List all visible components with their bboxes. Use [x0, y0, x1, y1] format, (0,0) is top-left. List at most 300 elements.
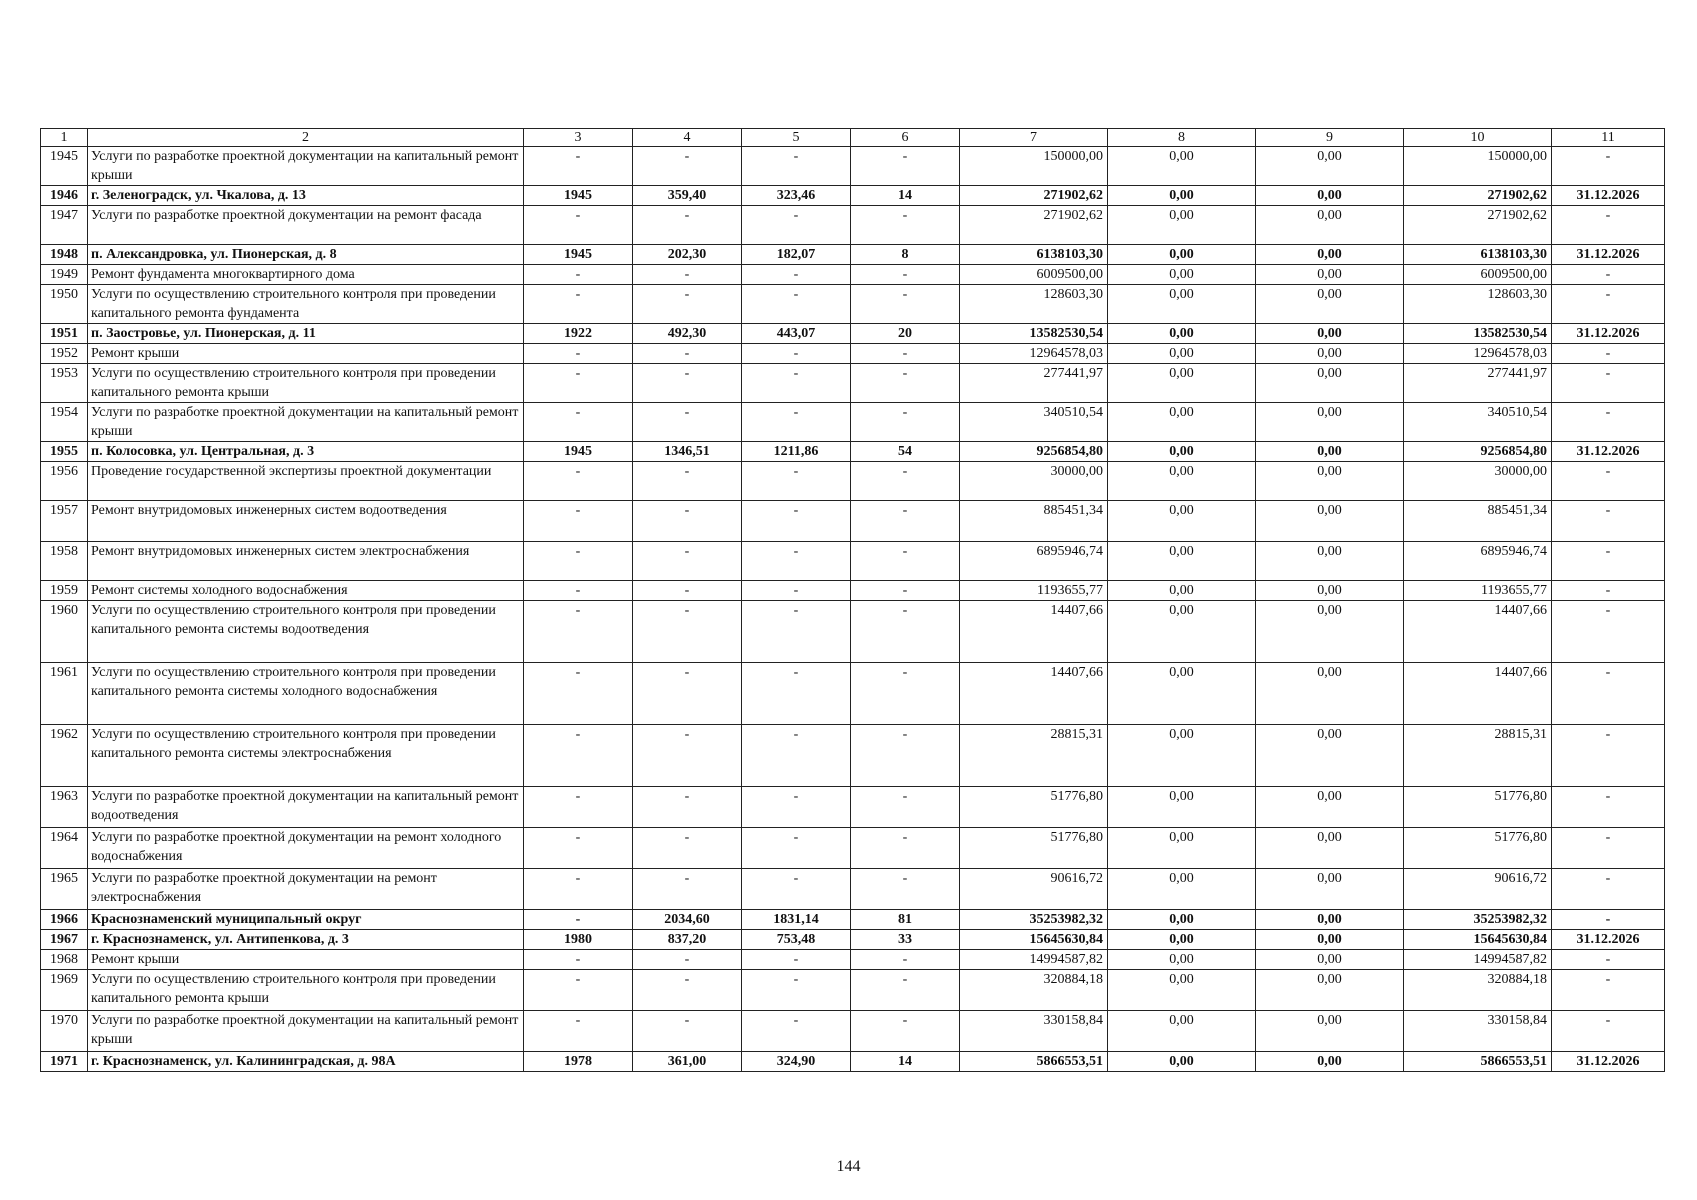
table-row	[41, 344, 1665, 364]
cell-residents: 54	[851, 442, 960, 462]
cell-total-area: -	[633, 364, 742, 403]
cell-completion-date: -	[1552, 403, 1665, 442]
cell-completion-date: -	[1552, 828, 1665, 869]
cell-owners-cost: 51776,80	[1404, 787, 1552, 828]
cell-other-cost: 0,00	[1256, 950, 1404, 970]
page-number: 144	[836, 1158, 861, 1175]
cell-total-cost: 277441,97	[960, 364, 1108, 403]
cell-residents: -	[851, 285, 960, 324]
cell-completion-date: -	[1552, 344, 1665, 364]
cell-living-area: -	[742, 501, 851, 542]
cell-fund-cost: 0,00	[1108, 663, 1256, 725]
cell-living-area: 443,07	[742, 324, 851, 344]
column-header-total-cost: 7	[960, 129, 1108, 147]
cell-living-area: -	[742, 1011, 851, 1052]
cell-living-area: -	[742, 344, 851, 364]
cell-residents: -	[851, 364, 960, 403]
cell-other-cost: 0,00	[1256, 324, 1404, 344]
table-row	[41, 725, 1665, 787]
cell-total-cost: 271902,62	[960, 206, 1108, 245]
cell-description: Услуги по осуществлению строительного контроля при проведении капитального ремонта системы водоотведения	[88, 601, 524, 663]
cell-living-area: -	[742, 581, 851, 601]
cell-living-area: -	[742, 970, 851, 1011]
cell-completion-date: -	[1552, 206, 1665, 245]
cell-total-cost: 28815,31	[960, 725, 1108, 787]
cell-living-area: 1211,86	[742, 442, 851, 462]
cell-total-cost: 90616,72	[960, 869, 1108, 910]
table-row	[41, 442, 1665, 462]
table-row	[41, 910, 1665, 930]
table-row	[41, 186, 1665, 206]
cell-residents: -	[851, 601, 960, 663]
cell-completion-date: -	[1552, 601, 1665, 663]
cell-year-built: -	[524, 663, 633, 725]
cell-total-area: -	[633, 542, 742, 581]
cell-fund-cost: 0,00	[1108, 403, 1256, 442]
cell-fund-cost: 0,00	[1108, 601, 1256, 663]
cell-completion-date: -	[1552, 581, 1665, 601]
cell-owners-cost: 6895946,74	[1404, 542, 1552, 581]
cell-fund-cost: 0,00	[1108, 206, 1256, 245]
cell-year-built: 1945	[524, 186, 633, 206]
cell-fund-cost: 0,00	[1108, 324, 1256, 344]
cell-living-area: -	[742, 663, 851, 725]
cell-total-cost: 6895946,74	[960, 542, 1108, 581]
cell-row-number: 1966	[41, 910, 88, 930]
cell-total-cost: 14407,66	[960, 601, 1108, 663]
cell-other-cost: 0,00	[1256, 787, 1404, 828]
cell-total-area: -	[633, 869, 742, 910]
table-row	[41, 1052, 1665, 1072]
cell-residents: -	[851, 1011, 960, 1052]
cell-fund-cost: 0,00	[1108, 245, 1256, 265]
cell-description: Услуги по осуществлению строительного контроля при проведении капитального ремонта крыши	[88, 364, 524, 403]
cell-completion-date: -	[1552, 364, 1665, 403]
cell-total-area: 837,20	[633, 930, 742, 950]
cell-owners-cost: 14407,66	[1404, 663, 1552, 725]
table-row	[41, 364, 1665, 403]
cell-description: Ремонт фундамента многоквартирного дома	[88, 265, 524, 285]
column-header-other-cost: 9	[1256, 129, 1404, 147]
cell-total-cost: 340510,54	[960, 403, 1108, 442]
cell-fund-cost: 0,00	[1108, 364, 1256, 403]
cell-owners-cost: 51776,80	[1404, 828, 1552, 869]
table-row	[41, 285, 1665, 324]
cell-description: Услуги по разработке проектной документации на ремонт электроснабжения	[88, 869, 524, 910]
cell-completion-date: -	[1552, 1011, 1665, 1052]
table-row	[41, 930, 1665, 950]
cell-year-built: 1945	[524, 442, 633, 462]
cell-completion-date: -	[1552, 501, 1665, 542]
cell-year-built: 1978	[524, 1052, 633, 1072]
table-row	[41, 787, 1665, 828]
cell-other-cost: 0,00	[1256, 601, 1404, 663]
cell-residents: -	[851, 950, 960, 970]
cell-row-number: 1949	[41, 265, 88, 285]
cell-row-number: 1965	[41, 869, 88, 910]
cell-completion-date: -	[1552, 285, 1665, 324]
cell-description: Услуги по осуществлению строительного контроля при проведении капитального ремонта крыши	[88, 970, 524, 1011]
cell-row-number: 1950	[41, 285, 88, 324]
cell-total-cost: 51776,80	[960, 787, 1108, 828]
cell-owners-cost: 14994587,82	[1404, 950, 1552, 970]
column-header-total-area: 4	[633, 129, 742, 147]
cell-living-area: -	[742, 869, 851, 910]
cell-owners-cost: 340510,54	[1404, 403, 1552, 442]
cell-fund-cost: 0,00	[1108, 344, 1256, 364]
column-header-row-number: 1	[41, 129, 88, 147]
cell-row-number: 1957	[41, 501, 88, 542]
cell-completion-date: 31.12.2026	[1552, 186, 1665, 206]
cell-total-cost: 15645630,84	[960, 930, 1108, 950]
cell-owners-cost: 15645630,84	[1404, 930, 1552, 950]
table-row	[41, 245, 1665, 265]
cell-other-cost: 0,00	[1256, 265, 1404, 285]
table-row	[41, 950, 1665, 970]
cell-row-number: 1961	[41, 663, 88, 725]
cell-total-cost: 13582530,54	[960, 324, 1108, 344]
cell-total-area: -	[633, 344, 742, 364]
cell-total-cost: 51776,80	[960, 828, 1108, 869]
cell-total-area: 2034,60	[633, 910, 742, 930]
cell-owners-cost: 6009500,00	[1404, 265, 1552, 285]
cell-living-area: -	[742, 601, 851, 663]
cell-year-built: -	[524, 344, 633, 364]
cell-total-cost: 5866553,51	[960, 1052, 1108, 1072]
cell-residents: -	[851, 501, 960, 542]
cell-total-area: -	[633, 501, 742, 542]
cell-row-number: 1952	[41, 344, 88, 364]
cell-fund-cost: 0,00	[1108, 869, 1256, 910]
cell-row-number: 1967	[41, 930, 88, 950]
cell-fund-cost: 0,00	[1108, 950, 1256, 970]
cell-other-cost: 0,00	[1256, 542, 1404, 581]
cell-total-area: 492,30	[633, 324, 742, 344]
cell-other-cost: 0,00	[1256, 206, 1404, 245]
cell-living-area: -	[742, 206, 851, 245]
cell-residents: 20	[851, 324, 960, 344]
cell-other-cost: 0,00	[1256, 462, 1404, 501]
cell-living-area: -	[742, 403, 851, 442]
cell-fund-cost: 0,00	[1108, 542, 1256, 581]
cell-owners-cost: 1193655,77	[1404, 581, 1552, 601]
cell-year-built: -	[524, 970, 633, 1011]
cell-other-cost: 0,00	[1256, 364, 1404, 403]
table-row	[41, 501, 1665, 542]
cell-year-built: -	[524, 910, 633, 930]
cell-fund-cost: 0,00	[1108, 970, 1256, 1011]
cell-completion-date: -	[1552, 265, 1665, 285]
cell-year-built: -	[524, 265, 633, 285]
cell-year-built: -	[524, 1011, 633, 1052]
cell-completion-date: -	[1552, 542, 1665, 581]
cell-total-cost: 271902,62	[960, 186, 1108, 206]
table-row	[41, 1011, 1665, 1052]
cell-residents: -	[851, 663, 960, 725]
cell-living-area: -	[742, 462, 851, 501]
cell-fund-cost: 0,00	[1108, 930, 1256, 950]
cell-row-number: 1962	[41, 725, 88, 787]
cell-description: Услуги по осуществлению строительного контроля при проведении капитального ремонта системы холодного водоснабжения	[88, 663, 524, 725]
column-header-living-area: 5	[742, 129, 851, 147]
cell-total-area: -	[633, 265, 742, 285]
cell-year-built: -	[524, 950, 633, 970]
cell-total-area: -	[633, 725, 742, 787]
cell-residents: -	[851, 970, 960, 1011]
column-header-description: 2	[88, 129, 524, 147]
cell-description: Ремонт системы холодного водоснабжения	[88, 581, 524, 601]
cell-total-area: -	[633, 663, 742, 725]
cell-fund-cost: 0,00	[1108, 910, 1256, 930]
cell-residents: -	[851, 581, 960, 601]
table-row	[41, 869, 1665, 910]
table-row	[41, 601, 1665, 663]
capital-repair-table	[40, 128, 1665, 1072]
cell-total-cost: 330158,84	[960, 1011, 1108, 1052]
cell-residents: 14	[851, 1052, 960, 1072]
cell-total-area: -	[633, 206, 742, 245]
table-row	[41, 462, 1665, 501]
cell-year-built: -	[524, 869, 633, 910]
cell-completion-date: -	[1552, 950, 1665, 970]
cell-description: г. Зеленоградск, ул. Чкалова, д. 13	[88, 186, 524, 206]
cell-owners-cost: 320884,18	[1404, 970, 1552, 1011]
cell-fund-cost: 0,00	[1108, 1011, 1256, 1052]
cell-other-cost: 0,00	[1256, 1011, 1404, 1052]
cell-other-cost: 0,00	[1256, 501, 1404, 542]
cell-owners-cost: 150000,00	[1404, 147, 1552, 186]
cell-total-cost: 128603,30	[960, 285, 1108, 324]
column-header-owners-cost: 10	[1404, 129, 1552, 147]
cell-owners-cost: 885451,34	[1404, 501, 1552, 542]
cell-row-number: 1948	[41, 245, 88, 265]
cell-total-cost: 320884,18	[960, 970, 1108, 1011]
cell-total-cost: 14407,66	[960, 663, 1108, 725]
cell-year-built: 1922	[524, 324, 633, 344]
cell-owners-cost: 30000,00	[1404, 462, 1552, 501]
cell-other-cost: 0,00	[1256, 1052, 1404, 1072]
cell-total-cost: 14994587,82	[960, 950, 1108, 970]
cell-living-area: -	[742, 725, 851, 787]
cell-fund-cost: 0,00	[1108, 265, 1256, 285]
cell-fund-cost: 0,00	[1108, 828, 1256, 869]
cell-other-cost: 0,00	[1256, 403, 1404, 442]
cell-total-area: -	[633, 950, 742, 970]
cell-year-built: -	[524, 403, 633, 442]
cell-total-cost: 6009500,00	[960, 265, 1108, 285]
cell-row-number: 1953	[41, 364, 88, 403]
cell-year-built: -	[524, 542, 633, 581]
cell-year-built: -	[524, 828, 633, 869]
table-row	[41, 324, 1665, 344]
cell-fund-cost: 0,00	[1108, 186, 1256, 206]
cell-total-area: -	[633, 787, 742, 828]
cell-total-cost: 150000,00	[960, 147, 1108, 186]
cell-description: Ремонт крыши	[88, 344, 524, 364]
cell-year-built: -	[524, 462, 633, 501]
cell-year-built: -	[524, 206, 633, 245]
cell-living-area: -	[742, 950, 851, 970]
cell-owners-cost: 9256854,80	[1404, 442, 1552, 462]
cell-description: г. Краснознаменск, ул. Антипенкова, д. 3	[88, 930, 524, 950]
cell-year-built: -	[524, 725, 633, 787]
cell-fund-cost: 0,00	[1108, 1052, 1256, 1072]
cell-living-area: 182,07	[742, 245, 851, 265]
cell-total-cost: 1193655,77	[960, 581, 1108, 601]
cell-total-cost: 6138103,30	[960, 245, 1108, 265]
cell-other-cost: 0,00	[1256, 970, 1404, 1011]
cell-other-cost: 0,00	[1256, 147, 1404, 186]
cell-other-cost: 0,00	[1256, 828, 1404, 869]
cell-row-number: 1971	[41, 1052, 88, 1072]
table-row	[41, 828, 1665, 869]
cell-other-cost: 0,00	[1256, 285, 1404, 324]
cell-year-built: -	[524, 364, 633, 403]
cell-owners-cost: 6138103,30	[1404, 245, 1552, 265]
cell-fund-cost: 0,00	[1108, 501, 1256, 542]
cell-row-number: 1955	[41, 442, 88, 462]
cell-owners-cost: 271902,62	[1404, 206, 1552, 245]
cell-completion-date: 31.12.2026	[1552, 442, 1665, 462]
cell-row-number: 1946	[41, 186, 88, 206]
cell-description: п. Заостровье, ул. Пионерская, д. 11	[88, 324, 524, 344]
cell-owners-cost: 277441,97	[1404, 364, 1552, 403]
cell-description: Услуги по разработке проектной документации на капитальный ремонт крыши	[88, 1011, 524, 1052]
cell-total-cost: 30000,00	[960, 462, 1108, 501]
cell-completion-date: 31.12.2026	[1552, 1052, 1665, 1072]
cell-living-area: -	[742, 364, 851, 403]
cell-year-built: -	[524, 581, 633, 601]
cell-row-number: 1958	[41, 542, 88, 581]
cell-other-cost: 0,00	[1256, 344, 1404, 364]
header-row	[41, 129, 1665, 147]
cell-living-area: -	[742, 285, 851, 324]
cell-description: Услуги по разработке проектной документации на капитальный ремонт крыши	[88, 147, 524, 186]
cell-total-area: -	[633, 1011, 742, 1052]
cell-other-cost: 0,00	[1256, 442, 1404, 462]
cell-owners-cost: 5866553,51	[1404, 1052, 1552, 1072]
table-row	[41, 206, 1665, 245]
cell-description: п. Колосовка, ул. Центральная, д. 3	[88, 442, 524, 462]
cell-residents: 14	[851, 186, 960, 206]
cell-completion-date: -	[1552, 910, 1665, 930]
cell-row-number: 1960	[41, 601, 88, 663]
column-header-residents: 6	[851, 129, 960, 147]
cell-residents: 81	[851, 910, 960, 930]
cell-total-cost: 12964578,03	[960, 344, 1108, 364]
cell-row-number: 1945	[41, 147, 88, 186]
cell-row-number: 1970	[41, 1011, 88, 1052]
cell-total-area: 361,00	[633, 1052, 742, 1072]
cell-completion-date: -	[1552, 970, 1665, 1011]
cell-description: Услуги по разработке проектной документации на капитальный ремонт крыши	[88, 403, 524, 442]
cell-living-area: -	[742, 787, 851, 828]
cell-description: Проведение государственной экспертизы проектной документации	[88, 462, 524, 501]
cell-total-area: 1346,51	[633, 442, 742, 462]
cell-residents: -	[851, 462, 960, 501]
cell-total-area: -	[633, 403, 742, 442]
cell-living-area: 753,48	[742, 930, 851, 950]
column-header-completion-date: 11	[1552, 129, 1665, 147]
cell-other-cost: 0,00	[1256, 663, 1404, 725]
cell-completion-date: -	[1552, 147, 1665, 186]
cell-total-cost: 35253982,32	[960, 910, 1108, 930]
cell-other-cost: 0,00	[1256, 581, 1404, 601]
cell-residents: 33	[851, 930, 960, 950]
cell-total-area: -	[633, 581, 742, 601]
cell-living-area: -	[742, 265, 851, 285]
cell-total-cost: 885451,34	[960, 501, 1108, 542]
cell-owners-cost: 35253982,32	[1404, 910, 1552, 930]
table-body	[41, 147, 1665, 1072]
cell-completion-date: -	[1552, 663, 1665, 725]
cell-residents: -	[851, 725, 960, 787]
table-row	[41, 542, 1665, 581]
cell-total-cost: 9256854,80	[960, 442, 1108, 462]
cell-total-area: 359,40	[633, 186, 742, 206]
cell-fund-cost: 0,00	[1108, 285, 1256, 324]
cell-description: Услуги по разработке проектной документации на ремонт холодного водоснабжения	[88, 828, 524, 869]
cell-total-area: -	[633, 601, 742, 663]
table-row	[41, 970, 1665, 1011]
cell-living-area: -	[742, 828, 851, 869]
cell-completion-date: 31.12.2026	[1552, 245, 1665, 265]
cell-row-number: 1959	[41, 581, 88, 601]
table-row	[41, 581, 1665, 601]
cell-residents: -	[851, 542, 960, 581]
table-row	[41, 663, 1665, 725]
cell-owners-cost: 28815,31	[1404, 725, 1552, 787]
cell-completion-date: -	[1552, 869, 1665, 910]
cell-total-area: -	[633, 285, 742, 324]
cell-residents: -	[851, 344, 960, 364]
cell-description: Услуги по осуществлению строительного контроля при проведении капитального ремонта фундамента	[88, 285, 524, 324]
cell-description: Ремонт внутридомовых инженерных систем электроснабжения	[88, 542, 524, 581]
cell-owners-cost: 271902,62	[1404, 186, 1552, 206]
cell-description: Услуги по разработке проектной документации на ремонт фасада	[88, 206, 524, 245]
cell-fund-cost: 0,00	[1108, 462, 1256, 501]
cell-row-number: 1963	[41, 787, 88, 828]
cell-living-area: -	[742, 542, 851, 581]
cell-total-area: -	[633, 828, 742, 869]
cell-living-area: 324,90	[742, 1052, 851, 1072]
cell-year-built: -	[524, 285, 633, 324]
cell-completion-date: 31.12.2026	[1552, 324, 1665, 344]
cell-total-area: -	[633, 970, 742, 1011]
table-row	[41, 403, 1665, 442]
cell-row-number: 1947	[41, 206, 88, 245]
cell-total-area: -	[633, 462, 742, 501]
cell-residents: -	[851, 787, 960, 828]
cell-row-number: 1956	[41, 462, 88, 501]
cell-living-area: -	[742, 147, 851, 186]
cell-description: Краснознаменский муниципальный округ	[88, 910, 524, 930]
table-row	[41, 147, 1665, 186]
cell-year-built: 1980	[524, 930, 633, 950]
cell-residents: 8	[851, 245, 960, 265]
column-header-fund-cost: 8	[1108, 129, 1256, 147]
cell-living-area: 323,46	[742, 186, 851, 206]
cell-year-built: 1945	[524, 245, 633, 265]
cell-other-cost: 0,00	[1256, 725, 1404, 787]
cell-other-cost: 0,00	[1256, 910, 1404, 930]
cell-owners-cost: 330158,84	[1404, 1011, 1552, 1052]
cell-owners-cost: 13582530,54	[1404, 324, 1552, 344]
cell-total-area: -	[633, 147, 742, 186]
cell-fund-cost: 0,00	[1108, 787, 1256, 828]
cell-completion-date: -	[1552, 462, 1665, 501]
cell-residents: -	[851, 869, 960, 910]
